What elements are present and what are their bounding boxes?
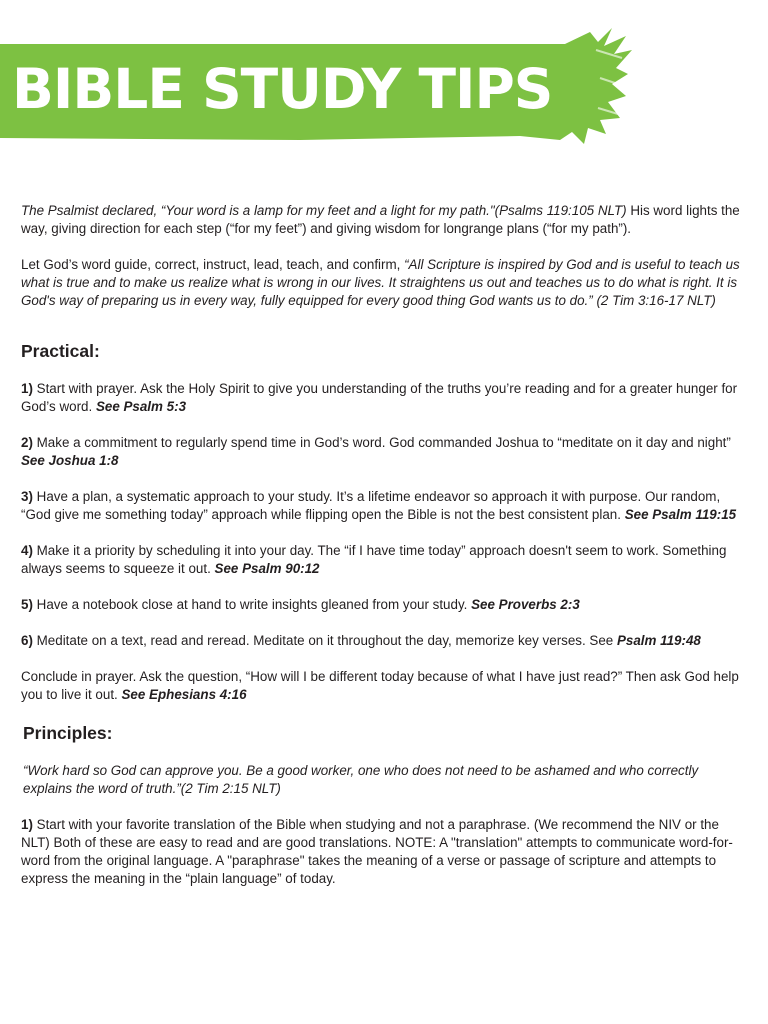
item-text: Make a commitment to regularly spend time in God’s word. God commanded Joshua to “meditate on it day and night” bbox=[32, 435, 731, 450]
intro-paragraph-2 bbox=[21, 256, 749, 310]
psalm-quote: The Psalmist declared, “Your word is a lamp for my feet and a light for my path."(Psalms 119:105 NLT) bbox=[21, 203, 627, 218]
item-number: 4) bbox=[21, 543, 33, 558]
item-text: Start with prayer. Ask the Holy Spirit to give you understanding of the truths you’re reading and for a greater hunger for God’s word. bbox=[21, 381, 738, 414]
item-number: 1) bbox=[21, 817, 33, 832]
scripture-ref: See Proverbs 2:3 bbox=[471, 597, 580, 612]
practical-heading: Practical: bbox=[21, 341, 100, 361]
intro-text-1: His word lights the way, giving direction for each step (“for my feet”) and giving wisdom for longrange plans (“for my path”). bbox=[21, 203, 740, 236]
item-number: 2) bbox=[21, 435, 33, 450]
scripture-ref: See Ephesians 4:16 bbox=[121, 687, 247, 702]
practical-conclusion bbox=[21, 668, 749, 704]
practical-item-4 bbox=[21, 542, 749, 578]
item-text: Have a notebook close at hand to write insights gleaned from your study. bbox=[32, 597, 472, 612]
principles-quote: “Work hard so God can approve you. Be a good worker, one who does not need to be ashamed and who correctly explains the word of truth.”(2 Tim 2:15 NLT) bbox=[23, 763, 699, 796]
item-text: Start with your favorite translation of the Bible when studying and not a paraphrase. (We recommend the NIV or the NLT) Both of these are easy to read and are good translations. NOTE: A "translation" attempts to communicate word-for-word from the original language. A "paraphrase" takes the meaning of a verse or passage of scripture and attempts to express the meaning in the “plain language” of today. bbox=[21, 817, 733, 886]
intro-text-2: Let God’s word guide, correct, instruct, lead, teach, and confirm, bbox=[21, 257, 405, 272]
item-text: Have a plan, a systematic approach to your study. It’s a lifetime endeavor so approach it with purpose. Our random, “God give me something today” approach while flipping open the Bible is not the best consistent plan. bbox=[21, 489, 721, 522]
item-number: 6) bbox=[21, 633, 33, 648]
item-number: 3) bbox=[21, 489, 33, 504]
item-text: Make it a priority by scheduling it into your day. The “if I have time today” approach doesn't seem to work. Something always seems to squeeze it out. bbox=[21, 543, 727, 576]
page-title: BIBLE STUDY TIPS bbox=[12, 57, 553, 121]
item-text: Meditate on a text, read and reread. Meditate on it throughout the day, memorize key verses. See bbox=[32, 633, 617, 648]
principles-item-1 bbox=[21, 816, 749, 888]
practical-item-1 bbox=[21, 380, 749, 416]
scripture-ref: See Psalm 119:15 bbox=[624, 507, 737, 522]
timothy-quote: “All Scripture is inspired by God and is useful to teach us what is true and to make us realize what is wrong in our lives. It straightens us out and teaches us to do what is right. It is God's way of preparing us in every way, fully equipped for every good thing God wants us to do.” (2 Tim 3:16-17 NLT) bbox=[21, 257, 740, 308]
scripture-ref: See Psalm 90:12 bbox=[214, 561, 320, 576]
scripture-ref: Psalm 119:48 bbox=[616, 633, 701, 648]
item-number: 5) bbox=[21, 597, 33, 612]
item-number: 1) bbox=[21, 381, 33, 396]
practical-item-3 bbox=[21, 488, 749, 524]
practical-item-6 bbox=[21, 632, 749, 650]
practical-item-5 bbox=[21, 596, 749, 614]
principles-heading: Principles: bbox=[23, 723, 113, 743]
scripture-ref: See Psalm 5:3 bbox=[95, 399, 187, 414]
main-content bbox=[21, 202, 749, 906]
conclusion-text: Conclude in prayer. Ask the question, “How will I be different today because of what I have just read?” Then ask God help you to live it out. bbox=[21, 669, 739, 702]
intro-paragraph-1 bbox=[21, 202, 749, 238]
practical-item-2 bbox=[21, 434, 749, 470]
title-banner bbox=[0, 28, 640, 146]
scripture-ref: See Joshua 1:8 bbox=[21, 453, 119, 468]
